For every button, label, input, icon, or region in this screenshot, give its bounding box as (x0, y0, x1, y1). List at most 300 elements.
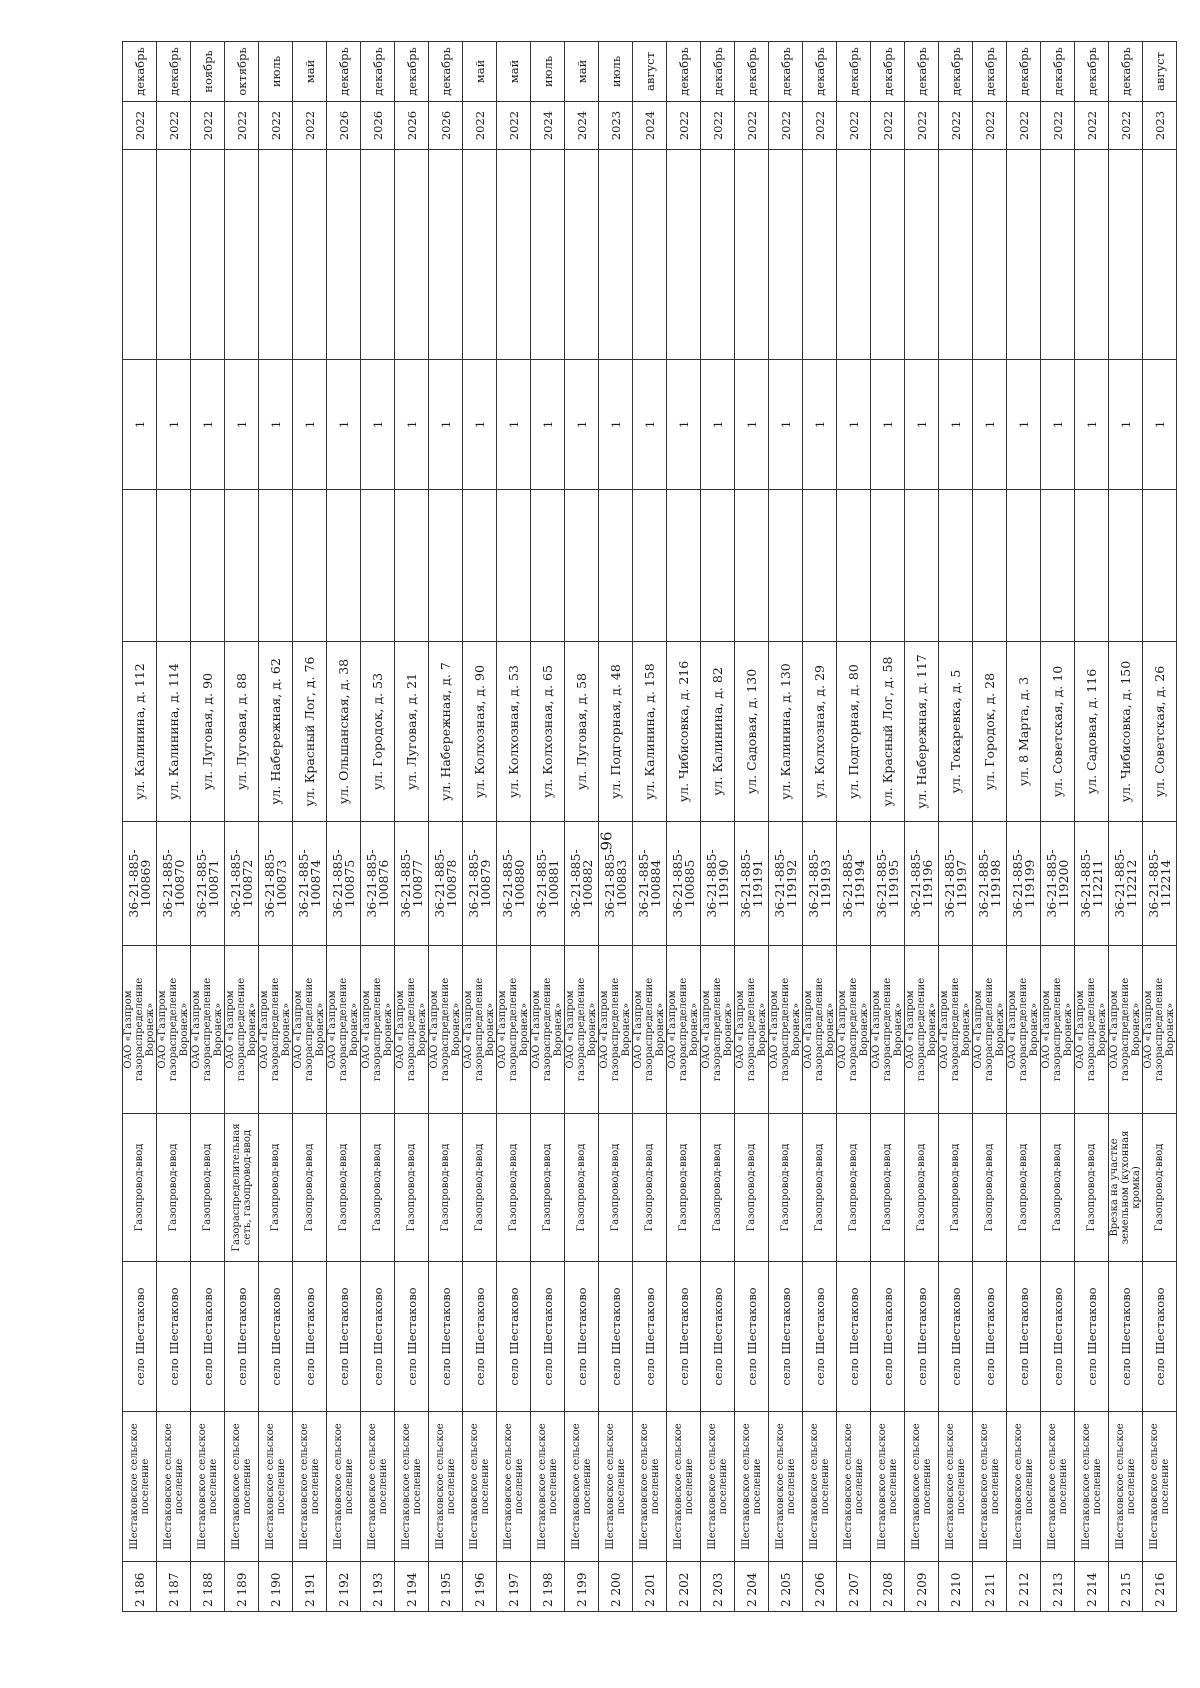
owner-cell: ОАО «Газпром газораспределение Воронеж» (939, 946, 973, 1114)
cadastral-code-cell: 36-21-885-119198 (973, 822, 1007, 946)
empty-cell-2 (429, 150, 463, 360)
locality-cell: село Шестаково (769, 1262, 803, 1412)
year-cell: 2026 (429, 102, 463, 150)
address-cell: ул. Набережная, д. 7 (429, 642, 463, 822)
address-cell: ул. Городок, д. 53 (361, 642, 395, 822)
address-cell: ул. Городок, д. 28 (973, 642, 1007, 822)
page-number: 96 (596, 831, 615, 851)
table-row (429, 42, 463, 1612)
count-cell: 1 (225, 360, 259, 490)
cadastral-code-cell: 36-21-885-100877 (395, 822, 429, 946)
address-cell: ул. Колхозная, д. 65 (531, 642, 565, 822)
empty-cell (191, 490, 225, 642)
owner-cell: ОАО «Газпром газораспределение Воронеж» (531, 946, 565, 1114)
year-cell: 2022 (837, 102, 871, 150)
year-cell: 2022 (157, 102, 191, 150)
object-type-cell: Газопровод-ввод (463, 1114, 497, 1262)
settlement-cell: Шестаковское сельское поселение (667, 1412, 701, 1562)
empty-cell (531, 490, 565, 642)
row-number: 2 190 (259, 1562, 293, 1612)
cadastral-code-cell: 36-21-885-100875 (327, 822, 361, 946)
empty-cell (1041, 490, 1075, 642)
row-number: 2 203 (701, 1562, 735, 1612)
cadastral-code-cell: 36-21-885-119199 (1007, 822, 1041, 946)
cadastral-code-cell: 36-21-885-119196 (905, 822, 939, 946)
empty-cell (293, 490, 327, 642)
empty-cell-2 (225, 150, 259, 360)
row-number: 2 211 (973, 1562, 1007, 1612)
owner-cell: ОАО «Газпром газораспределение Воронеж» (633, 946, 667, 1114)
empty-cell (497, 490, 531, 642)
table-row (769, 42, 803, 1612)
owner-cell: ОАО «Газпром газораспределение Воронеж» (123, 946, 157, 1114)
table-row (157, 42, 191, 1612)
row-number: 2 198 (531, 1562, 565, 1612)
year-cell: 2022 (497, 102, 531, 150)
address-cell: ул. Красный Лог, д. 58 (871, 642, 905, 822)
year-cell: 2022 (905, 102, 939, 150)
table-row (701, 42, 735, 1612)
settlement-cell: Шестаковское сельское поселение (633, 1412, 667, 1562)
address-cell: ул. Чибисовка, д. 216 (667, 642, 701, 822)
row-number: 2 202 (667, 1562, 701, 1612)
locality-cell: село Шестаково (905, 1262, 939, 1412)
locality-cell: село Шестаково (1075, 1262, 1109, 1412)
empty-cell-2 (191, 150, 225, 360)
settlement-cell: Шестаковское сельское поселение (497, 1412, 531, 1562)
table-row (905, 42, 939, 1612)
address-cell: ул. Подгорная, д. 48 (599, 642, 633, 822)
object-type-cell: Газопровод-ввод (565, 1114, 599, 1262)
row-number: 2 195 (429, 1562, 463, 1612)
row-number: 2 208 (871, 1562, 905, 1612)
count-cell: 1 (701, 360, 735, 490)
locality-cell: село Шестаково (123, 1262, 157, 1412)
gas-pipeline-table (122, 41, 1177, 1612)
owner-cell: ОАО «Газпром газораспределение Воронеж» (497, 946, 531, 1114)
table-row (463, 42, 497, 1612)
locality-cell: село Шестаково (871, 1262, 905, 1412)
address-cell: ул. Луговая, д. 90 (191, 642, 225, 822)
owner-cell: ОАО «Газпром газораспределение Воронеж» (769, 946, 803, 1114)
owner-cell: ОАО «Газпром газораспределение Воронеж» (905, 946, 939, 1114)
table-row (1075, 42, 1109, 1612)
row-number: 2 201 (633, 1562, 667, 1612)
settlement-cell: Шестаковское сельское поселение (837, 1412, 871, 1562)
locality-cell: село Шестаково (1041, 1262, 1075, 1412)
locality-cell: село Шестаково (259, 1262, 293, 1412)
empty-cell (157, 490, 191, 642)
cadastral-code-cell: 36-21-885-100884 (633, 822, 667, 946)
locality-cell: село Шестаково (395, 1262, 429, 1412)
cadastral-code-cell: 36-21-885-112214 (1143, 822, 1177, 946)
count-cell: 1 (735, 360, 769, 490)
owner-cell: ОАО «Газпром газораспределение Воронеж» (973, 946, 1007, 1114)
settlement-cell: Шестаковское сельское поселение (939, 1412, 973, 1562)
month-cell: декабрь (871, 42, 905, 102)
table-row (327, 42, 361, 1612)
cadastral-code-cell: 36-21-885-100880 (497, 822, 531, 946)
table-row (293, 42, 327, 1612)
settlement-cell: Шестаковское сельское поселение (395, 1412, 429, 1562)
owner-cell: ОАО «Газпром газораспределение Воронеж» (259, 946, 293, 1114)
year-cell: 2022 (939, 102, 973, 150)
cadastral-code-cell: 36-21-885-100874 (293, 822, 327, 946)
settlement-cell: Шестаковское сельское поселение (191, 1412, 225, 1562)
owner-cell: ОАО «Газпром газораспределение Воронеж» (1075, 946, 1109, 1114)
month-cell: декабрь (361, 42, 395, 102)
year-cell: 2022 (701, 102, 735, 150)
address-cell: ул. Набережная, д. 117 (905, 642, 939, 822)
settlement-cell: Шестаковское сельское поселение (225, 1412, 259, 1562)
table-row (395, 42, 429, 1612)
locality-cell: село Шестаково (565, 1262, 599, 1412)
row-number: 2 214 (1075, 1562, 1109, 1612)
empty-cell (667, 490, 701, 642)
cadastral-code-cell: 36-21-885-119190 (701, 822, 735, 946)
locality-cell: село Шестаково (837, 1262, 871, 1412)
row-number: 2 188 (191, 1562, 225, 1612)
locality-cell: село Шестаково (1109, 1262, 1143, 1412)
empty-cell (633, 490, 667, 642)
empty-cell (463, 490, 497, 642)
month-cell: декабрь (837, 42, 871, 102)
address-cell: ул. Советская, д. 10 (1041, 642, 1075, 822)
cadastral-code-cell: 36-21-885-100883 (599, 822, 633, 946)
table-row (633, 42, 667, 1612)
row-number: 2 210 (939, 1562, 973, 1612)
empty-cell-2 (259, 150, 293, 360)
address-cell: ул. Луговая, д. 21 (395, 642, 429, 822)
empty-cell-2 (1143, 150, 1177, 360)
address-cell: ул. Советская, д. 26 (1143, 642, 1177, 822)
empty-cell (939, 490, 973, 642)
empty-cell-2 (973, 150, 1007, 360)
empty-cell (1109, 490, 1143, 642)
cadastral-code-cell: 36-21-885-100879 (463, 822, 497, 946)
count-cell: 1 (123, 360, 157, 490)
month-cell: май (463, 42, 497, 102)
object-type-cell: Газопровод-ввод (701, 1114, 735, 1262)
settlement-cell: Шестаковское сельское поселение (293, 1412, 327, 1562)
cadastral-code-cell: 36-21-885-119197 (939, 822, 973, 946)
row-number: 2 216 (1143, 1562, 1177, 1612)
table-row (259, 42, 293, 1612)
empty-cell-2 (905, 150, 939, 360)
settlement-cell: Шестаковское сельское поселение (1109, 1412, 1143, 1562)
locality-cell: село Шестаково (225, 1262, 259, 1412)
table-row (1143, 42, 1177, 1612)
month-cell: декабрь (769, 42, 803, 102)
month-cell: июль (259, 42, 293, 102)
empty-cell (701, 490, 735, 642)
empty-cell (1143, 490, 1177, 642)
cadastral-code-cell: 36-21-885-100870 (157, 822, 191, 946)
count-cell: 1 (157, 360, 191, 490)
empty-cell-2 (599, 150, 633, 360)
address-cell: ул. Калинина, д. 82 (701, 642, 735, 822)
settlement-cell: Шестаковское сельское поселение (565, 1412, 599, 1562)
locality-cell: село Шестаково (633, 1262, 667, 1412)
month-cell: декабрь (123, 42, 157, 102)
count-cell: 1 (1075, 360, 1109, 490)
locality-cell: село Шестаково (1143, 1262, 1177, 1412)
count-cell: 1 (973, 360, 1007, 490)
cadastral-code-cell: 36-21-885-119194 (837, 822, 871, 946)
locality-cell: село Шестаково (361, 1262, 395, 1412)
month-cell: декабрь (905, 42, 939, 102)
count-cell: 1 (939, 360, 973, 490)
settlement-cell: Шестаковское сельское поселение (701, 1412, 735, 1562)
month-cell: декабрь (1007, 42, 1041, 102)
empty-cell-2 (123, 150, 157, 360)
settlement-cell: Шестаковское сельское поселение (735, 1412, 769, 1562)
cadastral-code-cell: 36-21-885-119193 (803, 822, 837, 946)
count-cell: 1 (327, 360, 361, 490)
row-number: 2 194 (395, 1562, 429, 1612)
rotated-table-page (122, 42, 1176, 1612)
year-cell: 2026 (395, 102, 429, 150)
address-cell: ул. Луговая, д. 58 (565, 642, 599, 822)
empty-cell (565, 490, 599, 642)
count-cell: 1 (497, 360, 531, 490)
year-cell: 2023 (1143, 102, 1177, 150)
owner-cell: ОАО «Газпром газораспределение Воронеж» (701, 946, 735, 1114)
empty-cell-2 (565, 150, 599, 360)
empty-cell-2 (633, 150, 667, 360)
count-cell: 1 (633, 360, 667, 490)
month-cell: декабрь (327, 42, 361, 102)
settlement-cell: Шестаковское сельское поселение (259, 1412, 293, 1562)
year-cell: 2022 (225, 102, 259, 150)
month-cell: август (1143, 42, 1177, 102)
cadastral-code-cell: 36-21-885-100872 (225, 822, 259, 946)
address-cell: ул. 8 Марта, д. 3 (1007, 642, 1041, 822)
locality-cell: село Шестаково (939, 1262, 973, 1412)
row-number: 2 206 (803, 1562, 837, 1612)
empty-cell (1075, 490, 1109, 642)
year-cell: 2022 (259, 102, 293, 150)
month-cell: декабрь (973, 42, 1007, 102)
year-cell: 2024 (565, 102, 599, 150)
empty-cell-2 (701, 150, 735, 360)
object-type-cell: Врезка на участке земельном (кухонная кромка) (1109, 1114, 1143, 1262)
object-type-cell: Газопровод-ввод (1007, 1114, 1041, 1262)
empty-cell-2 (361, 150, 395, 360)
owner-cell: ОАО «Газпром газораспределение Воронеж» (599, 946, 633, 1114)
row-number: 2 191 (293, 1562, 327, 1612)
object-type-cell: Газопровод-ввод (599, 1114, 633, 1262)
object-type-cell: Газопровод-ввод (973, 1114, 1007, 1262)
object-type-cell: Газопровод-ввод (191, 1114, 225, 1262)
count-cell: 1 (837, 360, 871, 490)
settlement-cell: Шестаковское сельское поселение (1007, 1412, 1041, 1562)
address-cell: ул. Садовая, д. 116 (1075, 642, 1109, 822)
settlement-cell: Шестаковское сельское поселение (769, 1412, 803, 1562)
owner-cell: ОАО «Газпром газораспределение Воронеж» (191, 946, 225, 1114)
locality-cell: село Шестаково (701, 1262, 735, 1412)
address-cell: ул. Калинина, д. 130 (769, 642, 803, 822)
object-type-cell: Газопровод-ввод (769, 1114, 803, 1262)
year-cell: 2026 (361, 102, 395, 150)
table-row (973, 42, 1007, 1612)
month-cell: май (565, 42, 599, 102)
cadastral-code-cell: 36-21-885-100885 (667, 822, 701, 946)
settlement-cell: Шестаковское сельское поселение (429, 1412, 463, 1562)
table-row (565, 42, 599, 1612)
address-cell: ул. Красный Лог, д. 76 (293, 642, 327, 822)
settlement-cell: Шестаковское сельское поселение (531, 1412, 565, 1562)
empty-cell (905, 490, 939, 642)
owner-cell: ОАО «Газпром газораспределение Воронеж» (1007, 946, 1041, 1114)
empty-cell-2 (293, 150, 327, 360)
month-cell: декабрь (157, 42, 191, 102)
owner-cell: ОАО «Газпром газораспределение Воронеж» (565, 946, 599, 1114)
empty-cell (361, 490, 395, 642)
row-number: 2 207 (837, 1562, 871, 1612)
empty-cell-2 (497, 150, 531, 360)
locality-cell: село Шестаково (327, 1262, 361, 1412)
object-type-cell: Газопровод-ввод (293, 1114, 327, 1262)
table-row (497, 42, 531, 1612)
year-cell: 2022 (1109, 102, 1143, 150)
settlement-cell: Шестаковское сельское поселение (803, 1412, 837, 1562)
month-cell: декабрь (1075, 42, 1109, 102)
empty-cell (871, 490, 905, 642)
object-type-cell: Газопровод-ввод (327, 1114, 361, 1262)
object-type-cell: Газопровод-ввод (259, 1114, 293, 1262)
empty-cell (735, 490, 769, 642)
empty-cell-2 (531, 150, 565, 360)
table-row (531, 42, 565, 1612)
cadastral-code-cell: 36-21-885-100876 (361, 822, 395, 946)
object-type-cell: Газопровод-ввод (395, 1114, 429, 1262)
year-cell: 2022 (735, 102, 769, 150)
object-type-cell: Газопровод-ввод (939, 1114, 973, 1262)
count-cell: 1 (1041, 360, 1075, 490)
settlement-cell: Шестаковское сельское поселение (157, 1412, 191, 1562)
owner-cell: ОАО «Газпром газораспределение Воронеж» (871, 946, 905, 1114)
object-type-cell: Газопровод-ввод (803, 1114, 837, 1262)
settlement-cell: Шестаковское сельское поселение (361, 1412, 395, 1562)
count-cell: 1 (905, 360, 939, 490)
owner-cell: ОАО «Газпром газораспределение Воронеж» (157, 946, 191, 1114)
empty-cell-2 (769, 150, 803, 360)
year-cell: 2024 (531, 102, 565, 150)
row-number: 2 213 (1041, 1562, 1075, 1612)
count-cell: 1 (667, 360, 701, 490)
year-cell: 2022 (463, 102, 497, 150)
object-type-cell: Газопровод-ввод (735, 1114, 769, 1262)
count-cell: 1 (293, 360, 327, 490)
year-cell: 2024 (633, 102, 667, 150)
table-row (1041, 42, 1075, 1612)
empty-cell-2 (1041, 150, 1075, 360)
row-number: 2 209 (905, 1562, 939, 1612)
settlement-cell: Шестаковское сельское поселение (973, 1412, 1007, 1562)
locality-cell: село Шестаково (497, 1262, 531, 1412)
address-cell: ул. Калинина, д. 112 (123, 642, 157, 822)
count-cell: 1 (395, 360, 429, 490)
object-type-cell: Газопровод-ввод (361, 1114, 395, 1262)
empty-cell (327, 490, 361, 642)
table-row (871, 42, 905, 1612)
row-number: 2 187 (157, 1562, 191, 1612)
empty-cell-2 (667, 150, 701, 360)
year-cell: 2022 (293, 102, 327, 150)
empty-cell (803, 490, 837, 642)
empty-cell-2 (327, 150, 361, 360)
address-cell: ул. Колхозная, д. 29 (803, 642, 837, 822)
object-type-cell: Газопровод-ввод (871, 1114, 905, 1262)
count-cell: 1 (1109, 360, 1143, 490)
row-number: 2 212 (1007, 1562, 1041, 1612)
owner-cell: ОАО «Газпром газораспределение Воронеж» (429, 946, 463, 1114)
settlement-cell: Шестаковское сельское поселение (327, 1412, 361, 1562)
count-cell: 1 (769, 360, 803, 490)
cadastral-code-cell: 36-21-885-100869 (123, 822, 157, 946)
locality-cell: село Шестаково (1007, 1262, 1041, 1412)
row-number: 2 186 (123, 1562, 157, 1612)
owner-cell: ОАО «Газпром газораспределение Воронеж» (1041, 946, 1075, 1114)
count-cell: 1 (191, 360, 225, 490)
cadastral-code-cell: 36-21-885-119195 (871, 822, 905, 946)
month-cell: май (497, 42, 531, 102)
count-cell: 1 (259, 360, 293, 490)
locality-cell: село Шестаково (599, 1262, 633, 1412)
owner-cell: ОАО «Газпром газораспределение Воронеж» (225, 946, 259, 1114)
owner-cell: ОАО «Газпром газораспределение Воронеж» (361, 946, 395, 1114)
row-number: 2 196 (463, 1562, 497, 1612)
address-cell: ул. Чибисовка, д. 150 (1109, 642, 1143, 822)
table-body (123, 42, 1177, 1612)
owner-cell: ОАО «Газпром газораспределение Воронеж» (735, 946, 769, 1114)
month-cell: ноябрь (191, 42, 225, 102)
owner-cell: ОАО «Газпром газораспределение Воронеж» (463, 946, 497, 1114)
table-row (191, 42, 225, 1612)
cadastral-code-cell: 36-21-885-100882 (565, 822, 599, 946)
settlement-cell: Шестаковское сельское поселение (905, 1412, 939, 1562)
year-cell: 2022 (191, 102, 225, 150)
count-cell: 1 (429, 360, 463, 490)
empty-cell-2 (939, 150, 973, 360)
object-type-cell: Газопровод-ввод (531, 1114, 565, 1262)
cadastral-code-cell: 36-21-885-119200 (1041, 822, 1075, 946)
empty-cell (769, 490, 803, 642)
settlement-cell: Шестаковское сельское поселение (599, 1412, 633, 1562)
count-cell: 1 (565, 360, 599, 490)
empty-cell-2 (1007, 150, 1041, 360)
address-cell: ул. Набережная, д. 62 (259, 642, 293, 822)
cadastral-code-cell: 36-21-885-112211 (1075, 822, 1109, 946)
owner-cell: ОАО «Газпром газораспределение Воронеж» (667, 946, 701, 1114)
object-type-cell: Газопровод-ввод (157, 1114, 191, 1262)
table-row (735, 42, 769, 1612)
year-cell: 2022 (871, 102, 905, 150)
locality-cell: село Шестаково (191, 1262, 225, 1412)
object-type-cell: Газопровод-ввод (1143, 1114, 1177, 1262)
table-row (939, 42, 973, 1612)
year-cell: 2022 (1007, 102, 1041, 150)
empty-cell (837, 490, 871, 642)
empty-cell-2 (837, 150, 871, 360)
owner-cell: ОАО «Газпром газораспределение Воронеж» (803, 946, 837, 1114)
month-cell: декабрь (939, 42, 973, 102)
count-cell: 1 (463, 360, 497, 490)
locality-cell: село Шестаково (667, 1262, 701, 1412)
address-cell: ул. Калинина, д. 158 (633, 642, 667, 822)
locality-cell: село Шестаково (803, 1262, 837, 1412)
